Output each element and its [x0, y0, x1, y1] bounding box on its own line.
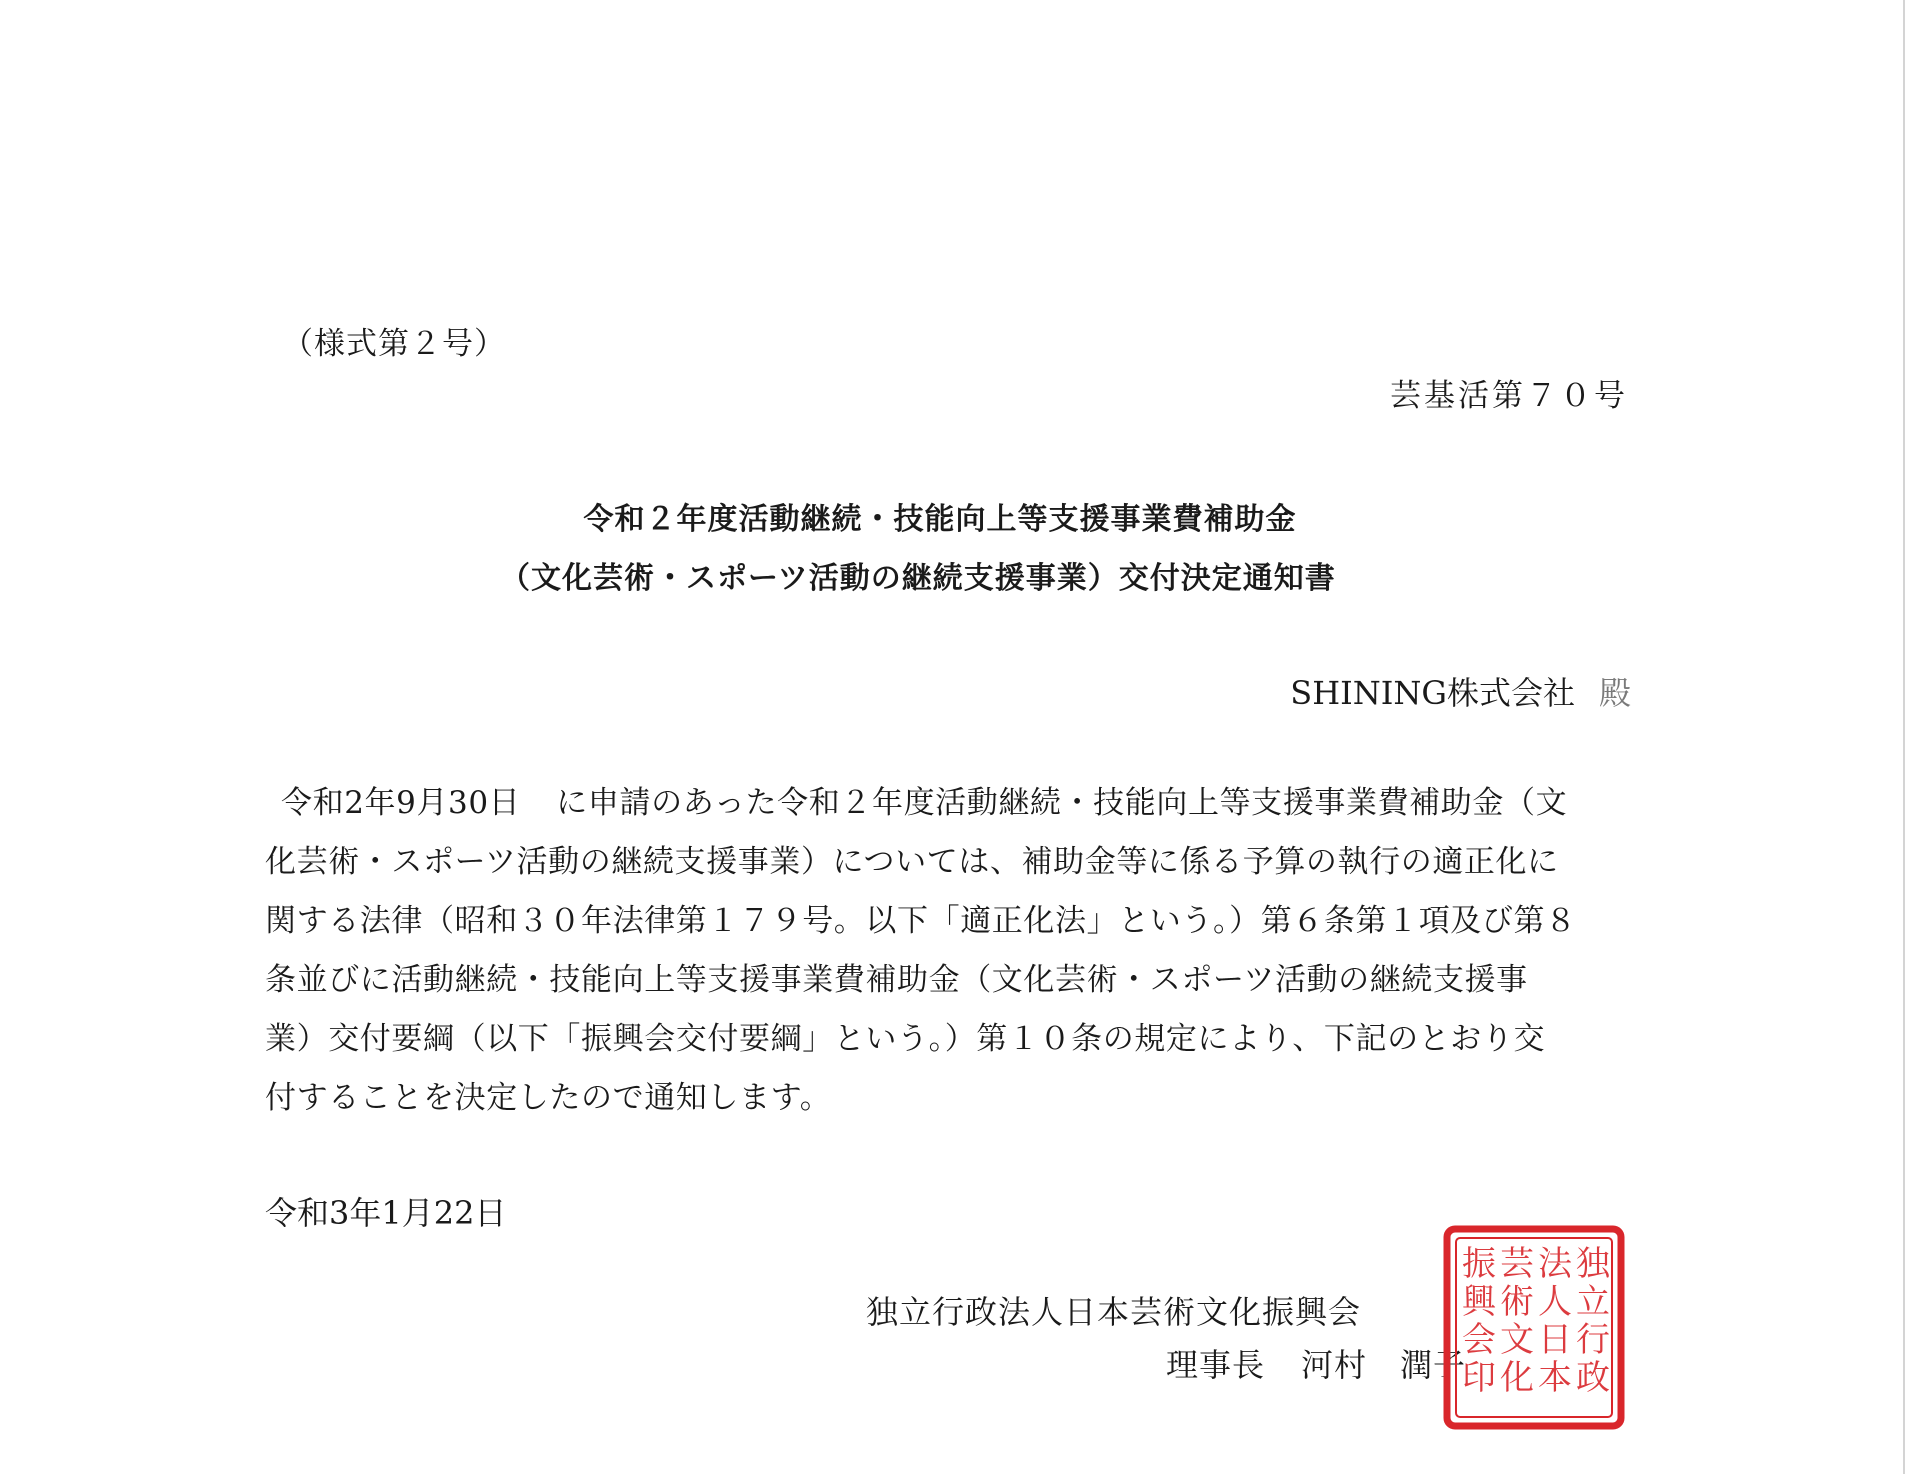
document-number: 芸基活第７０号	[1390, 378, 1628, 414]
body-line: 条並びに活動継続・技能向上等支援事業費補助金（文化芸術・スポーツ活動の継続支援事	[265, 962, 1528, 998]
issue-date: 令和3年1月22日	[265, 1194, 507, 1232]
issuer-officer	[1166, 1340, 1466, 1386]
issuer-title: 理事長	[1166, 1346, 1266, 1384]
svg-text:行: 行	[1576, 1320, 1610, 1360]
svg-text:化: 化	[1500, 1358, 1534, 1398]
notice-body	[265, 774, 1645, 1128]
application-date: 令和2年9月30日	[281, 785, 521, 821]
svg-text:振: 振	[1462, 1244, 1496, 1284]
body-line: 化芸術・スポーツ活動の継続支援事業）については、補助金等に係る予算の執行の適正化に	[265, 844, 1559, 880]
svg-text:立: 立	[1576, 1282, 1610, 1322]
recipient	[1290, 668, 1631, 714]
body-line: 付することを決定したので通知します。	[265, 1080, 832, 1116]
svg-text:印: 印	[1462, 1358, 1496, 1398]
svg-text:独: 独	[1576, 1244, 1610, 1284]
page-edge-divider	[1903, 0, 1905, 1474]
body-line: 業）交付要綱（以下「振興会交付要綱」という。）第１０条の規定により、下記のとおり交	[265, 1021, 1546, 1057]
recipient-name: SHINING株式会社	[1290, 674, 1575, 712]
body-line: 関する法律（昭和３０年法律第１７９号。以下「適正化法」という。）第６条第１項及び第８	[265, 903, 1577, 939]
svg-text:日: 日	[1538, 1320, 1572, 1360]
svg-text:人: 人	[1538, 1282, 1572, 1322]
form-number: （様式第２号）	[282, 326, 506, 362]
issuer-name: 河村 潤子	[1301, 1346, 1467, 1384]
issuer-organization: 独立行政法人日本芸術文化振興会	[866, 1293, 1362, 1331]
svg-text:本: 本	[1538, 1358, 1572, 1398]
recipient-honorific: 殿	[1598, 674, 1631, 712]
svg-text:会: 会	[1462, 1320, 1496, 1360]
body-line: 令和2年9月30日 に申請のあった令和２年度活動継続・技能向上等支援事業費補助金（文	[281, 785, 1568, 821]
svg-text:術: 術	[1500, 1282, 1534, 1322]
document-title-line2: （文化芸術・スポーツ活動の継続支援事業）交付決定通知書	[500, 561, 1336, 596]
svg-text:文: 文	[1500, 1320, 1534, 1360]
official-seal-stamp	[1443, 1225, 1625, 1430]
svg-text:芸: 芸	[1500, 1244, 1534, 1284]
document-title-line1: 令和２年度活動継続・技能向上等支援事業費補助金	[583, 502, 1297, 537]
svg-text:興: 興	[1462, 1282, 1496, 1322]
svg-text:政: 政	[1576, 1358, 1610, 1398]
svg-text:法: 法	[1538, 1244, 1572, 1284]
